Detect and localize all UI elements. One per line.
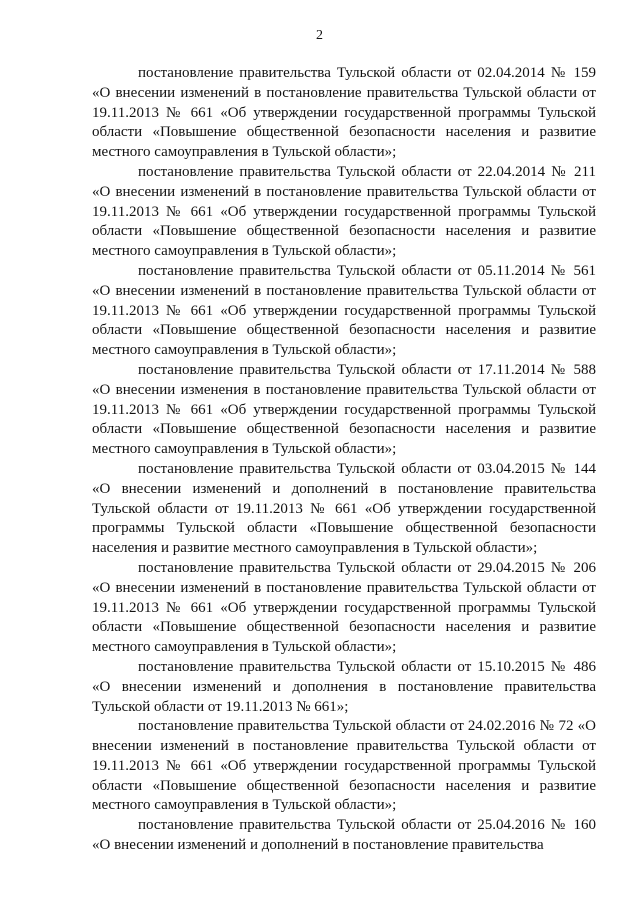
document-body <box>92 64 596 856</box>
paragraph-resolution-561: постановление правительства Тульской области от 05.11.2014 № 561 «О внесении изменений в постановление правительства Тульской области от 19.11.2013 № 661 «Об утверждении государственной программы Тульской области «Повышение общественной безопасности населения и развитие местного самоуправления в Тульской области»; <box>92 262 596 359</box>
paragraph-resolution-206: постановление правительства Тульской области от 29.04.2015 № 206 «О внесении изменений в постановление правительства Тульской области от 19.11.2013 № 661 «Об утверждении государственной программы Тульской области «Повышение общественной безопасности населения и развитие местного самоуправления в Тульской области»; <box>92 559 596 656</box>
paragraph-resolution-160: постановление правительства Тульской области от 25.04.2016 № 160 «О внесении изменений и дополнений в постановление правительства <box>92 817 596 854</box>
paragraph-resolution-486: постановление правительства Тульской области от 15.10.2015 № 486 «О внесении изменений и дополнения в постановление правительства Тульской области от 19.11.2013 № 661»; <box>92 658 596 715</box>
paragraph-resolution-211: постановление правительства Тульской области от 22.04.2014 № 211 «О внесении изменений в постановление правительства Тульской области от 19.11.2013 № 661 «Об утверждении государственной программы Тульской области «Повышение общественной безопасности населения и развитие местного самоуправления в Тульской области»; <box>92 163 596 260</box>
page-number: 2 <box>316 28 323 43</box>
paragraph-resolution-159: постановление правительства Тульской области от 02.04.2014 № 159 «О внесении изменений в постановление правительства Тульской области от 19.11.2013 № 661 «Об утверждении государственной программы Тульской области «Повышение общественной безопасности населения и развитие местного самоуправления в Тульской области»; <box>92 65 596 161</box>
paragraph-resolution-588: постановление правительства Тульской области от 17.11.2014 № 588 «О внесении изменения в постановление правительства Тульской области от 19.11.2013 № 661 «Об утверждении государственной программы Тульской области «Повышение общественной безопасности населения и развитие местного самоуправления в Тульской области»; <box>92 361 596 458</box>
paragraph-resolution-72: постановление правительства Тульской области от 24.02.2016 № 72 «О внесении изменений в постановление правительства Тульской области от 19.11.2013 № 661 «Об утверждении государственной программы Тульской области «Повышение общественной безопасности населения и развитие местного самоуправления в Тульской области»; <box>92 718 596 814</box>
paragraph-resolution-144: постановление правительства Тульской области от 03.04.2015 № 144 «О внесении изменений и дополнений в постановление правительства Тульской области от 19.11.2013 № 661 «Об утверждении государственной программы Тульской области «Повышение общественной безопасности населения и развитие местного самоуправления в Тульской области»; <box>92 460 596 557</box>
